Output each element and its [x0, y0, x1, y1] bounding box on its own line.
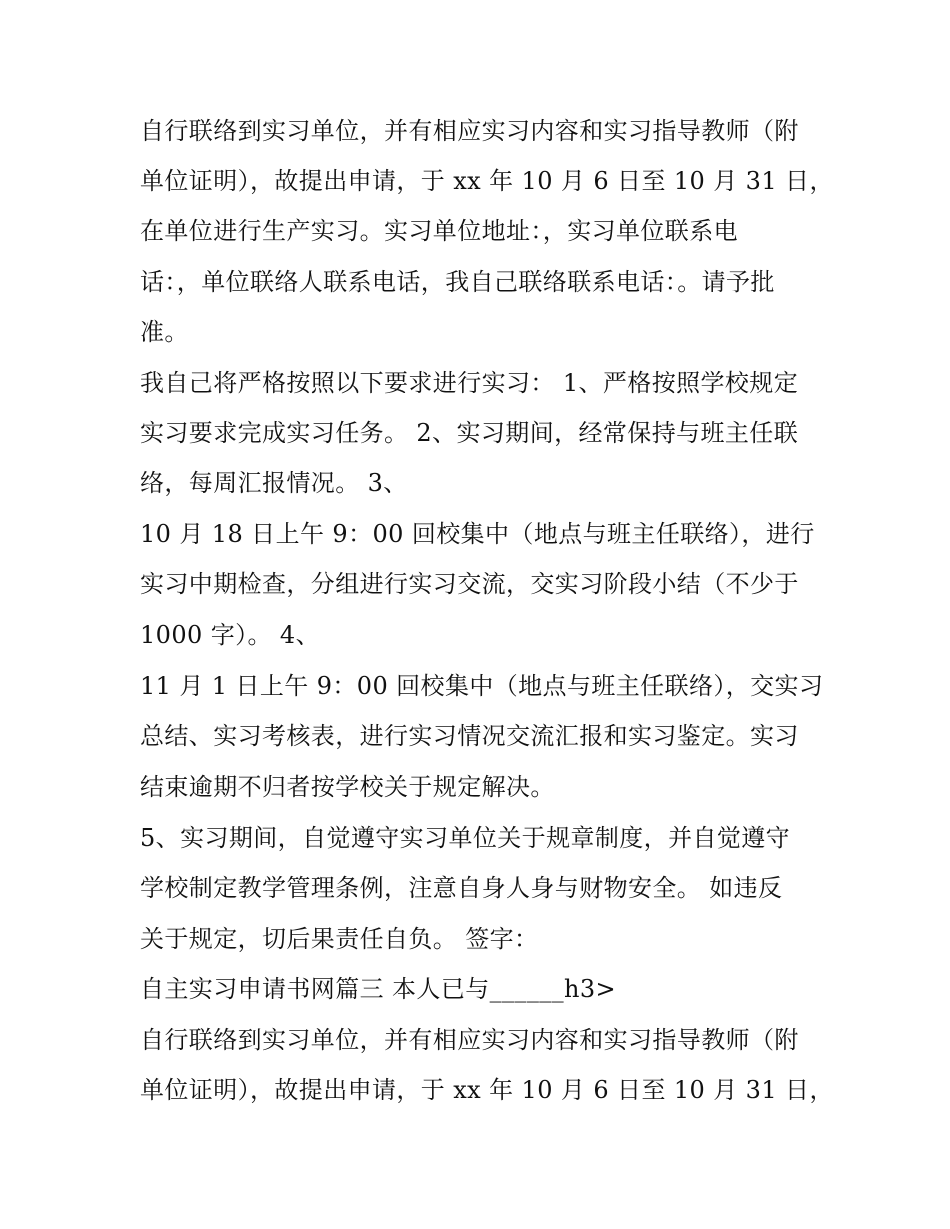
text-line: 自行联络到实习单位，并有相应实习内容和实习指导教师（附 — [140, 1026, 799, 1054]
text-line: 话：，单位联络人联系电话，我自己联络联系电话：。请予批 — [140, 268, 775, 296]
text-line: 单位证明），故提出申请，于 xx 年 10 月 6 日至 10 月 31 日， — [140, 167, 834, 195]
text-line: 总结、实习考核表，进行实习情况交流汇报和实习鉴定。实习 — [140, 722, 799, 750]
text-line: 学校制定教学管理条例，注意自身人身与财物安全。 如违反 — [140, 874, 783, 902]
text-line: 5、实习期间，自觉遵守实习单位关于规章制度，并自觉遵守 — [140, 824, 791, 852]
text-line: 1000 字）。 4、 — [140, 621, 321, 649]
text-line: 自行联络到实习单位，并有相应实习内容和实习指导教师（附 — [140, 117, 799, 145]
text-line: 10 月 18 日上午 9：00 回校集中（地点与班主任联络），进行 — [140, 520, 815, 548]
text-line: 关于规定，切后果责任自负。 签字： — [140, 925, 539, 953]
text-line: 准。 — [140, 318, 189, 346]
text-line: 自主实习申请书网篇三 本人已与______h3> — [140, 975, 617, 1003]
text-line: 实习中期检查，分组进行实习交流，交实习阶段小结（不少于 — [140, 570, 799, 598]
text-line: 结束逾期不归者按学校关于规定解决。 — [140, 773, 555, 801]
text-line: 11 月 1 日上午 9：00 回校集中（地点与班主任联络），交实习 — [140, 672, 824, 700]
text-line: 在单位进行生产实习。实习单位地址：，实习单位联系电 — [140, 217, 738, 245]
text-line: 络，每周汇报情况。 3、 — [140, 469, 408, 497]
text-line: 实习要求完成实习任务。 2、实习期间，经常保持与班主任联 — [140, 419, 799, 447]
text-line: 单位证明），故提出申请，于 xx 年 10 月 6 日至 10 月 31 日， — [140, 1076, 834, 1104]
text-line: 我自己将严格按照以下要求进行实习： 1、严格按照学校规定 — [140, 369, 799, 397]
